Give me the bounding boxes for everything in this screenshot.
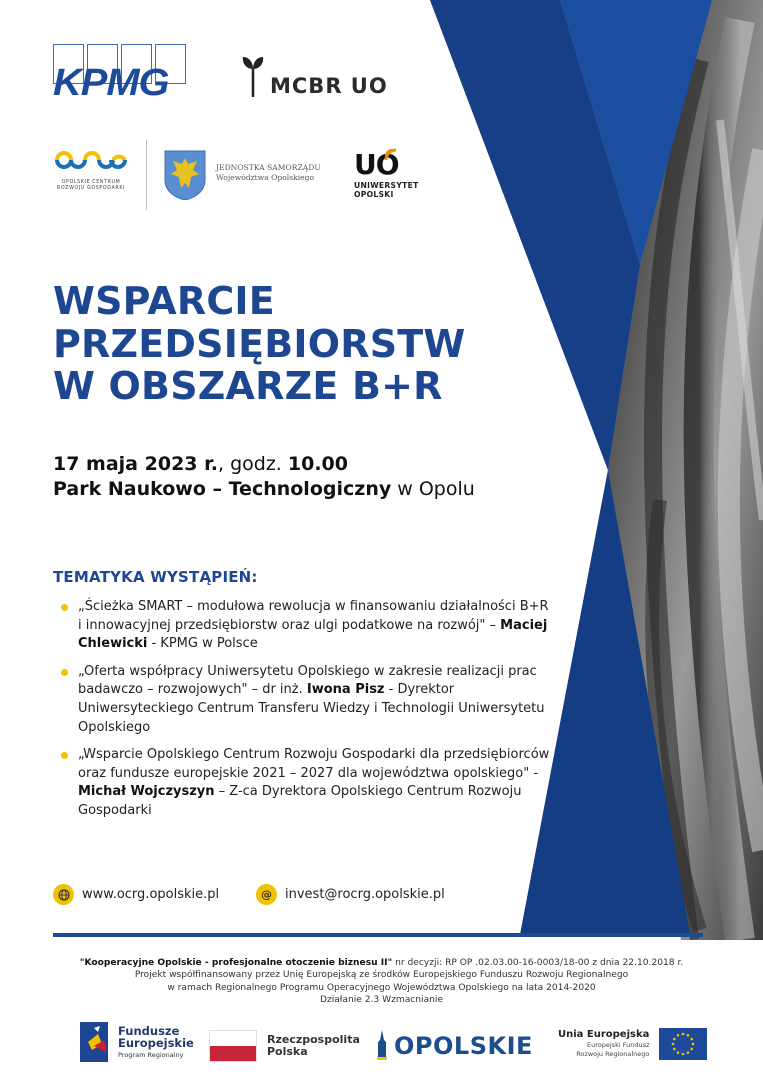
email-link[interactable]: invest@rocrg.opolskie.pl <box>285 887 445 902</box>
globe-icon <box>53 884 74 905</box>
polish-flag-icon <box>209 1030 257 1062</box>
title-line-1: WSPARCIE <box>53 279 275 323</box>
logo-divider <box>146 140 147 210</box>
tower-icon <box>376 1030 388 1062</box>
funding-notice <box>0 957 763 1007</box>
date-separator: , godz. <box>218 453 288 475</box>
event-date-venue <box>53 452 475 502</box>
talk-speaker: Iwona Pisz <box>306 682 385 698</box>
mcbr-wordmark: MCBR UO <box>270 74 388 98</box>
rp-line2: Polska <box>267 1045 308 1058</box>
jst-line2: Województwa Opolskiego <box>216 173 315 182</box>
title-line-3: W OBSZARZE B+R <box>53 364 443 408</box>
date-time: 10.00 <box>287 453 348 475</box>
signal-icon <box>384 148 398 162</box>
project-name: "Kooperacyjne Opolskie - profesjonalne otoczenie biznesu II" <box>79 958 393 968</box>
ocrg-logo <box>53 148 129 192</box>
decision-number: nr decyzji: RP OP .02.03.00-16-0003/18-00 z dnia 22.10.2018 r. <box>392 958 684 968</box>
talk-text: „Ścieżka SMART – modułowa rewolucja w finansowaniu działalności B+R i innowacyjnej przedsiębiorstw oraz ulgi podatkowe na rozwój" – <box>78 599 549 633</box>
talk-role: – Z-ca Dyrektora Opolskiego Centrum Rozwoju Gospodarki <box>78 784 522 818</box>
email-contact[interactable] <box>256 884 445 905</box>
event-date <box>53 452 475 477</box>
rzeczpospolita-polska-logo <box>209 1030 360 1062</box>
bullet-icon <box>61 752 68 759</box>
fe-line3: Program Regionalny <box>118 1051 184 1059</box>
website-link[interactable]: www.ocrg.opolskie.pl <box>82 887 220 902</box>
rp-line1: Rzeczpospolita <box>267 1033 360 1046</box>
ocrg-line2: ROZWOJU GOSPODARKI <box>56 186 126 191</box>
ue-line3: Rozwoju Regionalnego <box>576 1050 650 1058</box>
talk-speaker: Maciej Chlewicki <box>78 617 548 652</box>
talk-text: „Wsparcie Opolskiego Centrum Rozwoju Gospodarki dla przedsiębiorców oraz fundusze europejskie 2021 – 2027 dla województwa opolskiego" - <box>78 747 550 781</box>
talk-item <box>60 746 550 820</box>
bullet-icon <box>61 604 68 611</box>
fe-flag-icon <box>78 1020 112 1064</box>
funding-line-3: w ramach Regionalnego Programu Operacyjnego Województwa Opolskiego na lata 2014-2020 <box>167 982 596 993</box>
title-line-2: PRZEDSIĘBIORSTW <box>53 321 466 366</box>
opolskie-wordmark: OPOLSKIE <box>394 1032 533 1060</box>
talk-role: - Dyrektor Uniwersyteckiego Centrum Transferu Wiedzy i Technologii Uniwersytetu Opolskiego <box>78 682 545 735</box>
waves-icon <box>53 148 129 172</box>
blue-divider-rule <box>53 933 703 937</box>
date-day: 17 maja 2023 r. <box>53 453 218 475</box>
sprout-icon <box>242 55 264 97</box>
uo-mark: UO <box>354 148 399 181</box>
bullet-icon <box>61 669 68 676</box>
jst-line1: JEDNOSTKA SAMORZĄDU <box>216 163 321 172</box>
funding-line-2: Projekt współfinansowany przez Unię Europejską ze środków Europejskiego Funduszu Rozwoju Regionalnego <box>134 970 629 981</box>
kpmg-logo <box>53 44 191 104</box>
talk-speaker: Michał Wojczyszyn <box>78 784 215 800</box>
jst-logo-text <box>216 163 321 183</box>
ue-line2: Europejski Fundusz <box>587 1041 650 1049</box>
ocrg-line1: OPOLSKIE CENTRUM <box>61 180 121 185</box>
opolskie-logo <box>376 1030 533 1062</box>
uo-line2: OPOLSKI <box>354 190 394 199</box>
mcbr-logo <box>242 52 388 97</box>
talk-text: „Oferta współpracy Uniwersytetu Opolskiego w zakresie realizacji prac badawczo – rozwojowych" – dr inż. <box>78 663 537 698</box>
opolskie-coat-of-arms-icon <box>164 150 206 200</box>
talk-item <box>60 663 550 737</box>
eu-flag-icon <box>659 1028 707 1060</box>
event-title <box>53 280 466 408</box>
unia-europejska-logo <box>558 1028 707 1060</box>
section-heading: TEMATYKA WYSTĄPIEŃ: <box>53 568 258 586</box>
uo-line1: UNIWERSYTET <box>354 181 419 190</box>
talk-role: - KPMG w Polsce <box>147 636 258 652</box>
ue-line1: Unia Europejska <box>558 1029 650 1040</box>
fe-line2: Europejskie <box>118 1036 194 1050</box>
fundusze-europejskie-logo <box>78 1020 194 1064</box>
at-icon: @ <box>256 884 277 905</box>
fe-line1: Fundusze <box>118 1024 180 1038</box>
event-venue <box>53 477 475 502</box>
website-contact[interactable] <box>53 884 219 905</box>
venue-city: w Opolu <box>391 478 475 500</box>
talks-list <box>60 598 550 830</box>
uniwersytet-opolski-logo <box>354 148 419 199</box>
venue-place: Park Naukowo – Technologiczny <box>53 478 392 500</box>
funding-line-4: Działanie 2.3 Wzmacnianie <box>319 995 444 1006</box>
kpmg-wordmark: KPMG <box>53 62 169 104</box>
talk-item <box>60 598 550 654</box>
